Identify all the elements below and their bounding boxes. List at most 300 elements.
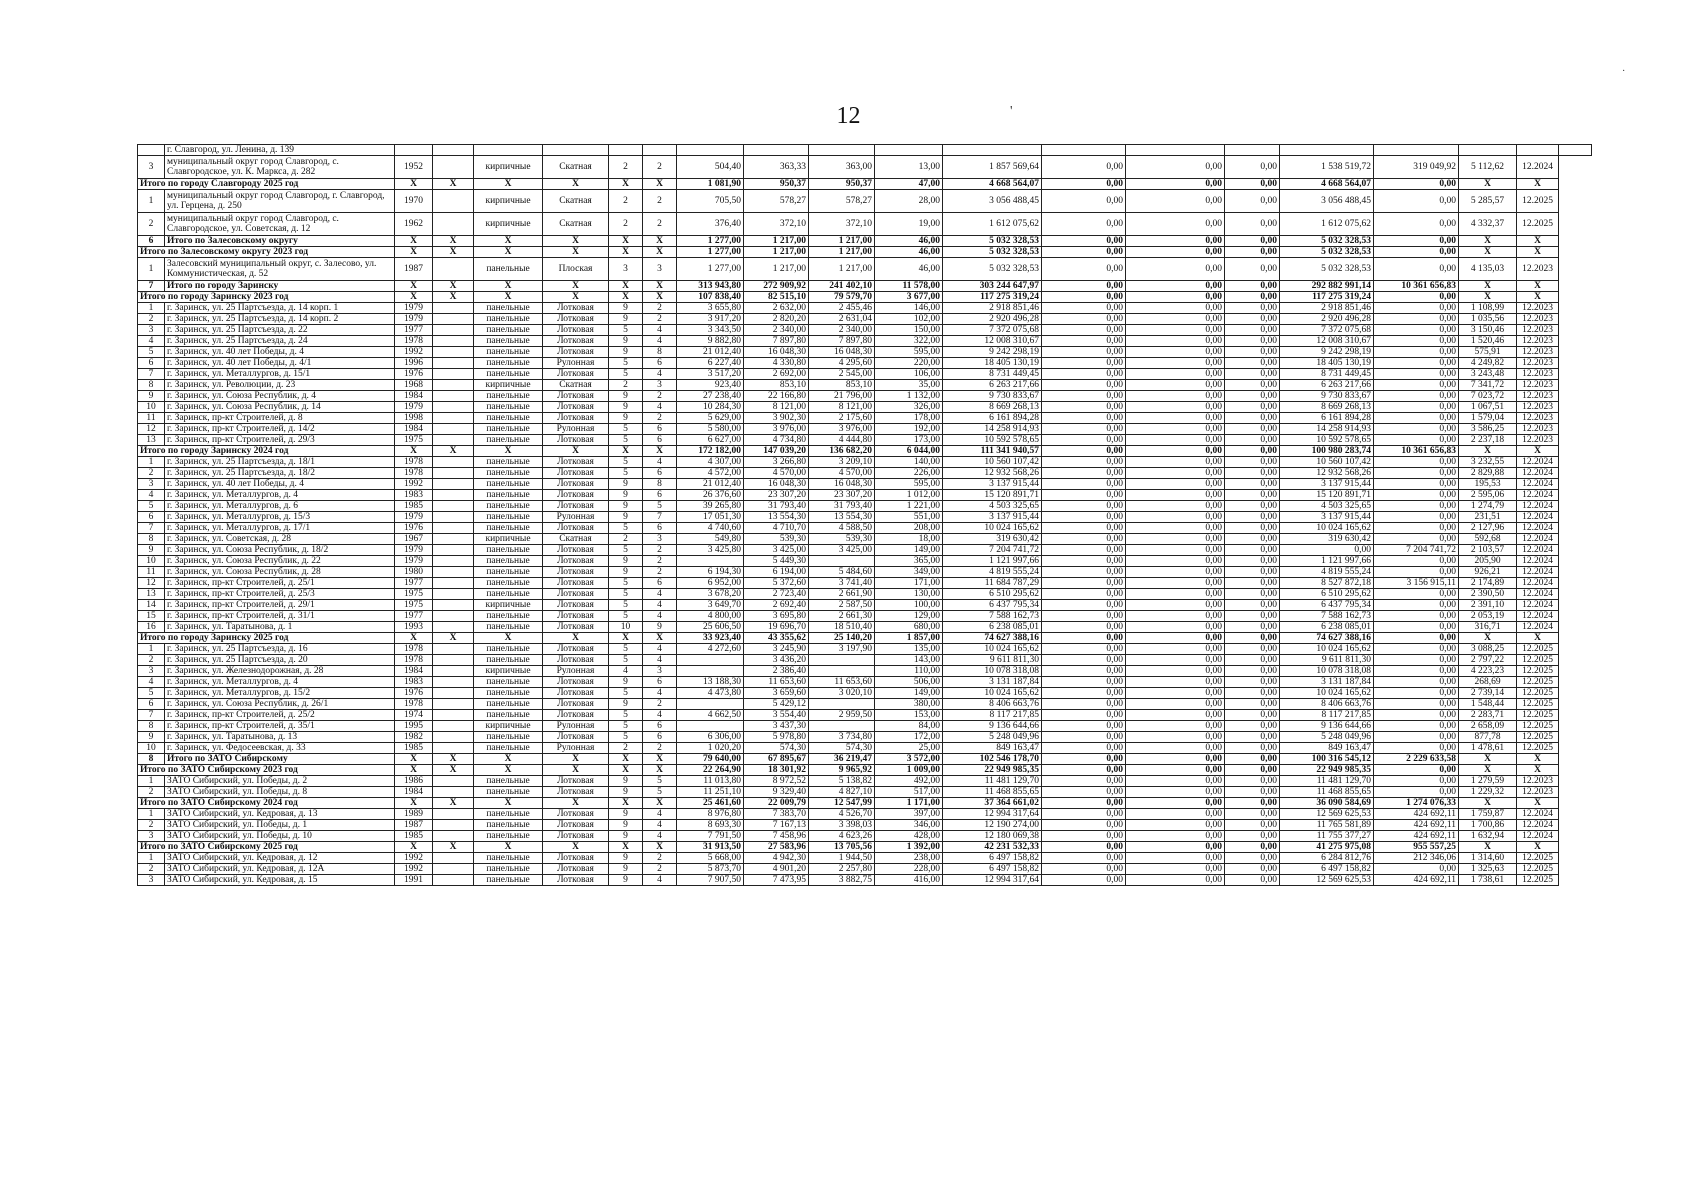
table-cell: 3	[138, 666, 165, 677]
table-cell: X	[395, 179, 433, 190]
table-cell: г. Заринск, ул. Союза Республик, д. 22	[165, 556, 395, 567]
table-cell: Лотковая	[543, 809, 609, 820]
table-cell: панельные	[474, 589, 543, 600]
table-cell: 241 402,10	[809, 281, 875, 292]
table-cell: X	[609, 179, 643, 190]
table-cell: 0,00	[1225, 765, 1280, 776]
table-cell	[943, 145, 1042, 156]
table-cell: Скатная	[543, 156, 609, 179]
table-cell: 7 897,80	[809, 336, 875, 347]
table-cell: 9 136 644,66	[943, 721, 1042, 732]
table-cell: 0,00	[1126, 820, 1225, 831]
table-cell: 171,00	[875, 578, 943, 589]
table-cell: 1 221,00	[875, 501, 943, 512]
table-cell: 1980	[395, 567, 433, 578]
table-cell: 0,00	[1225, 589, 1280, 600]
table-cell: Итого по ЗАТО Сибирскому	[165, 754, 395, 765]
table-cell: 12 008 310,67	[1280, 336, 1374, 347]
table-cell: X	[474, 179, 543, 190]
table-cell: X	[609, 754, 643, 765]
table-cell: X	[609, 281, 643, 292]
table-cell	[433, 380, 474, 391]
table-cell: X	[609, 765, 643, 776]
table-cell: 1952	[395, 156, 433, 179]
table-cell: 12.2025	[1517, 644, 1559, 655]
table-row	[138, 358, 1592, 369]
table-cell: 8 976,80	[677, 809, 744, 820]
table-cell: 4 570,00	[809, 468, 875, 479]
table-cell: 12 547,99	[809, 798, 875, 809]
table-cell: 3 398,03	[809, 820, 875, 831]
table-cell: X	[433, 754, 474, 765]
table-cell: 7 204 741,72	[943, 545, 1042, 556]
table-cell: 0,00	[1042, 776, 1126, 787]
table-cell: 6 952,00	[677, 578, 744, 589]
table-cell: 9	[609, 479, 643, 490]
table-cell: 0,00	[1126, 644, 1225, 655]
table-cell	[875, 145, 943, 156]
table-cell: 2 631,04	[809, 314, 875, 325]
table-cell: 1	[138, 776, 165, 787]
table-cell: 0,00	[1126, 864, 1225, 875]
table-cell: 0,00	[1225, 534, 1280, 545]
table-cell: 1970	[395, 190, 433, 213]
table-cell: 0,00	[1374, 677, 1459, 688]
table-cell	[433, 600, 474, 611]
table-cell: кирпичные	[474, 380, 543, 391]
table-cell: Итого по городу Заринску 2023 год	[138, 292, 395, 303]
table-cell: 0,00	[1374, 479, 1459, 490]
table-cell: Лотковая	[543, 347, 609, 358]
table-cell: 47,00	[875, 179, 943, 190]
table-row	[138, 213, 1592, 236]
table-cell: 0,00	[1042, 380, 1126, 391]
table-cell: Рулонная	[543, 666, 609, 677]
table-cell: 9	[609, 809, 643, 820]
table-cell: 0,00	[1225, 325, 1280, 336]
table-cell: 106,00	[875, 369, 943, 380]
table-cell: X	[543, 236, 609, 247]
table-cell: 3 131 187,84	[1280, 677, 1374, 688]
table-cell: 2 386,40	[744, 666, 809, 677]
table-cell: 1984	[395, 424, 433, 435]
table-cell: 0,00	[1225, 457, 1280, 468]
table-cell: 3 425,00	[744, 545, 809, 556]
table-cell: 5	[609, 578, 643, 589]
table-cell: 9	[609, 336, 643, 347]
table-cell: 0,00	[1126, 303, 1225, 314]
table-row	[138, 258, 1592, 281]
table-cell: 0,00	[1042, 358, 1126, 369]
table-cell: г. Заринск, ул. 25 Партсъезда, д. 18/1	[165, 457, 395, 468]
table-cell: 9	[609, 875, 643, 886]
table-cell: 0,00	[1374, 864, 1459, 875]
table-cell: 0,00	[1225, 644, 1280, 655]
table-cell: 13,00	[875, 156, 943, 179]
table-cell: 8 117 217,85	[1280, 710, 1374, 721]
table-cell	[433, 545, 474, 556]
subtotal-row	[138, 798, 1592, 809]
table-cell: 4	[643, 820, 677, 831]
table-cell: 0,00	[1126, 490, 1225, 501]
table-cell: панельные	[474, 402, 543, 413]
table-cell: 12.2024	[1517, 611, 1559, 622]
table-cell: 13 554,30	[744, 512, 809, 523]
table-cell: 0,00	[1126, 435, 1225, 446]
table-cell: 1 700,86	[1459, 820, 1517, 831]
table-cell: 5 285,57	[1459, 190, 1517, 213]
table-cell: 539,30	[809, 534, 875, 545]
table-cell: X	[643, 179, 677, 190]
table-cell: 322,00	[875, 336, 943, 347]
table-cell: 3 678,20	[677, 589, 744, 600]
table-cell: 12.2024	[1517, 578, 1559, 589]
table-cell: 12.2025	[1517, 732, 1559, 743]
table-cell: 1985	[395, 743, 433, 754]
table-cell: панельные	[474, 413, 543, 424]
table-cell: 1979	[395, 402, 433, 413]
table-cell: 2	[138, 314, 165, 325]
table-cell: X	[474, 842, 543, 853]
table-cell: 11 765 581,89	[1280, 820, 1374, 831]
table-cell: 1 217,00	[809, 247, 875, 258]
table-cell: 12.2025	[1517, 677, 1559, 688]
table-cell: 9	[609, 699, 643, 710]
table-cell: 1 171,00	[875, 798, 943, 809]
table-cell: 0,00	[1126, 721, 1225, 732]
table-cell: 2	[609, 380, 643, 391]
table-cell: 1 277,00	[677, 247, 744, 258]
table-cell: 12.2025	[1517, 875, 1559, 886]
table-row	[138, 457, 1592, 468]
table-cell: 13 554,30	[809, 512, 875, 523]
table-cell: 0,00	[1126, 446, 1225, 457]
table-cell: X	[609, 842, 643, 853]
table-cell: 504,40	[677, 156, 744, 179]
table-cell: 0,00	[1042, 633, 1126, 644]
table-cell: 2	[609, 743, 643, 754]
table-cell: 12.2023	[1517, 413, 1559, 424]
scan-mark: '	[1010, 104, 1013, 119]
table-cell: 4 473,80	[677, 688, 744, 699]
table-cell: г. Заринск, ул. Таратынова, д. 1	[165, 622, 395, 633]
table-cell: 1 274,79	[1459, 501, 1517, 512]
table-cell: 22 949 985,35	[943, 765, 1042, 776]
table-cell: 849 163,47	[943, 743, 1042, 754]
table-cell: 0,00	[1225, 776, 1280, 787]
table-cell: 16 048,30	[744, 479, 809, 490]
table-cell: ЗАТО Сибирский, ул. Победы, д. 8	[165, 787, 395, 798]
table-cell: панельные	[474, 699, 543, 710]
table-cell: 41 275 975,08	[1280, 842, 1374, 853]
table-cell: г. Заринск, ул. Союза Республик, д. 28	[165, 567, 395, 578]
table-cell: 0,00	[1225, 754, 1280, 765]
table-cell	[433, 512, 474, 523]
table-cell: 0,00	[1126, 622, 1225, 633]
table-cell: 46,00	[875, 247, 943, 258]
table-cell: 6	[643, 435, 677, 446]
table-cell: 0,00	[1042, 247, 1126, 258]
table-cell: X	[395, 633, 433, 644]
table-cell: 0,00	[1042, 213, 1126, 236]
table-cell: 22 264,90	[677, 765, 744, 776]
table-cell: 12.2023	[1517, 314, 1559, 325]
table-cell: X	[395, 236, 433, 247]
table-cell: 3 586,25	[1459, 424, 1517, 435]
table-cell: 0,00	[1126, 347, 1225, 358]
table-cell: 11 653,60	[809, 677, 875, 688]
table-cell: 0,00	[1374, 347, 1459, 358]
table-cell: 12.2023	[1517, 424, 1559, 435]
table-cell: 0,00	[1374, 732, 1459, 743]
table-cell: 0,00	[1042, 578, 1126, 589]
table-cell: 574,30	[809, 743, 875, 754]
table-cell: панельные	[474, 258, 543, 281]
table-cell: панельные	[474, 875, 543, 886]
table-cell: 0,00	[1374, 688, 1459, 699]
table-cell: 4 249,82	[1459, 358, 1517, 369]
table-cell	[433, 820, 474, 831]
table-cell: 2	[609, 156, 643, 179]
table-cell: 2 174,89	[1459, 578, 1517, 589]
table-cell: г. Заринск, ул. Таратынова, д. 13	[165, 732, 395, 743]
table-cell	[433, 787, 474, 798]
table-cell: X	[474, 765, 543, 776]
table-cell: 0,00	[1225, 435, 1280, 446]
table-cell: 12.2023	[1517, 258, 1559, 281]
table-row	[138, 655, 1592, 666]
table-cell: X	[433, 798, 474, 809]
table-cell: г. Заринск, ул. Союза Республик, д. 4	[165, 391, 395, 402]
table-cell: Лотковая	[543, 402, 609, 413]
table-row	[138, 402, 1592, 413]
table-row	[138, 512, 1592, 523]
table-cell: Рулонная	[543, 743, 609, 754]
table-cell: панельные	[474, 655, 543, 666]
table-cell: 1978	[395, 457, 433, 468]
table-cell: 0,00	[1225, 179, 1280, 190]
table-cell: 4 135,03	[1459, 258, 1517, 281]
table-cell: 1 579,04	[1459, 413, 1517, 424]
table-cell: 0,00	[1374, 468, 1459, 479]
table-cell: 0,00	[1374, 190, 1459, 213]
table-cell: 1	[138, 853, 165, 864]
table-cell: 9 329,40	[744, 787, 809, 798]
table-cell	[677, 666, 744, 677]
table-cell: 0,00	[1374, 402, 1459, 413]
table-cell: 12.2024	[1517, 156, 1559, 179]
table-cell: 1 478,61	[1459, 743, 1517, 754]
table-cell: 5 032 328,53	[1280, 258, 1374, 281]
table-cell: 1 217,00	[744, 236, 809, 247]
table-cell: 8 527 872,18	[1280, 578, 1374, 589]
table-cell: 6 497 158,82	[943, 853, 1042, 864]
table-cell: 10 361 656,83	[1374, 446, 1459, 457]
table-cell: 16	[138, 622, 165, 633]
table-cell: 4	[643, 589, 677, 600]
table-cell: 12.2024	[1517, 523, 1559, 534]
table-cell: 0,00	[1374, 567, 1459, 578]
table-cell: X	[643, 281, 677, 292]
table-cell: 36 219,47	[809, 754, 875, 765]
table-cell: ЗАТО Сибирский, ул. Кедровая, д. 12А	[165, 864, 395, 875]
table-cell: 0,00	[1374, 655, 1459, 666]
table-cell: 3 131 187,84	[943, 677, 1042, 688]
table-cell: г. Заринск, ул. 25 Партсъезда, д. 24	[165, 336, 395, 347]
table-cell: 1984	[395, 391, 433, 402]
table-cell: 22 166,80	[744, 391, 809, 402]
table-cell: 8 669 268,13	[943, 402, 1042, 413]
table-cell	[433, 413, 474, 424]
table-cell: 22 009,79	[744, 798, 809, 809]
table-cell: 11 653,60	[744, 677, 809, 688]
table-cell: X	[474, 292, 543, 303]
table-cell: 1	[138, 809, 165, 820]
table-cell: 0,00	[1042, 292, 1126, 303]
table-cell: 397,00	[875, 809, 943, 820]
table-cell: 18 405 130,19	[943, 358, 1042, 369]
table-cell: 12.2023	[1517, 391, 1559, 402]
table-cell: 6 437 795,34	[943, 600, 1042, 611]
table-cell: X	[474, 633, 543, 644]
table-cell: 0,00	[1225, 545, 1280, 556]
subtotal-row	[138, 247, 1592, 258]
table-cell: 365,00	[875, 556, 943, 567]
table-cell: 0,00	[1126, 776, 1225, 787]
table-row	[138, 347, 1592, 358]
table-cell: X	[433, 765, 474, 776]
table-cell: Итого по ЗАТО Сибирскому 2023 год	[138, 765, 395, 776]
table-cell: 0,00	[1126, 611, 1225, 622]
table-cell: X	[1517, 798, 1559, 809]
table-cell: 0,00	[1225, 820, 1280, 831]
table-cell	[433, 875, 474, 886]
table-cell: X	[1459, 633, 1517, 644]
table-cell: 1 217,00	[809, 236, 875, 247]
table-cell: панельные	[474, 622, 543, 633]
table-cell: 2	[138, 655, 165, 666]
table-row	[138, 688, 1592, 699]
table-cell: 6	[643, 732, 677, 743]
table-cell: 1 035,56	[1459, 314, 1517, 325]
table-cell: 2	[138, 213, 165, 236]
table-cell: 923,40	[677, 380, 744, 391]
table-cell	[809, 655, 875, 666]
table-row	[138, 710, 1592, 721]
table-cell: 705,50	[677, 190, 744, 213]
table-cell: г. Заринск, ул. 25 Партсъезда, д. 16	[165, 644, 395, 655]
table-cell: 1 548,44	[1459, 699, 1517, 710]
table-cell: Лотковая	[543, 314, 609, 325]
table-cell: Скатная	[543, 380, 609, 391]
table-cell: г. Заринск, пр-кт Строителей, д. 31/1	[165, 611, 395, 622]
subtotal-row	[138, 765, 1592, 776]
table-cell: 0,00	[1042, 156, 1126, 179]
table-cell: 9 611 811,30	[943, 655, 1042, 666]
table-cell: 2 658,09	[1459, 721, 1517, 732]
table-cell: 11 578,00	[875, 281, 943, 292]
table-cell: 107 838,40	[677, 292, 744, 303]
table-cell: 0,00	[1225, 380, 1280, 391]
table-cell: X	[543, 633, 609, 644]
table-cell: 10 592 578,65	[943, 435, 1042, 446]
table-cell: 6 263 217,66	[1280, 380, 1374, 391]
table-cell: 16 048,30	[809, 347, 875, 358]
table-cell	[433, 534, 474, 545]
table-cell: 0,00	[1374, 589, 1459, 600]
table-cell: 4 570,00	[744, 468, 809, 479]
table-cell: 0,00	[1225, 556, 1280, 567]
table-cell: 21 796,00	[809, 391, 875, 402]
table-cell: 4	[643, 457, 677, 468]
table-cell: X	[609, 446, 643, 457]
table-cell: панельные	[474, 776, 543, 787]
table-cell: 12.2024	[1517, 600, 1559, 611]
table-cell: Плоская	[543, 258, 609, 281]
table-cell: 3 554,40	[744, 710, 809, 721]
table-cell: 12.2023	[1517, 776, 1559, 787]
table-row	[138, 875, 1592, 886]
table-cell: 4	[643, 402, 677, 413]
table-cell: 4	[643, 875, 677, 886]
table-cell: панельные	[474, 303, 543, 314]
table-cell: 0,00	[1042, 809, 1126, 820]
table-cell: ЗАТО Сибирский, ул. Кедровая, д. 15	[165, 875, 395, 886]
table-cell: Лотковая	[543, 732, 609, 743]
table-cell: X	[474, 281, 543, 292]
table-cell: г. Заринск, ул. Союза Республик, д. 14	[165, 402, 395, 413]
table-cell: 149,00	[875, 688, 943, 699]
table-cell: 5 032 328,53	[943, 258, 1042, 281]
table-cell: X	[543, 281, 609, 292]
table-cell: 0,00	[1126, 281, 1225, 292]
table-cell: 5 873,70	[677, 864, 744, 875]
table-cell: 4 572,00	[677, 468, 744, 479]
table-cell: 4	[643, 710, 677, 721]
table-cell: X	[1459, 754, 1517, 765]
table-cell	[433, 556, 474, 567]
table-cell: 0,00	[1126, 292, 1225, 303]
table-cell: 12	[138, 578, 165, 589]
table-row	[138, 644, 1592, 655]
table-cell: X	[433, 179, 474, 190]
table-row	[138, 864, 1592, 875]
table-cell	[433, 336, 474, 347]
table-cell: г. Заринск, ул. Металлургов, д. 4	[165, 490, 395, 501]
table-cell: 0,00	[1126, 732, 1225, 743]
table-cell: X	[643, 633, 677, 644]
table-cell: 0,00	[1042, 688, 1126, 699]
table-cell: 3 649,70	[677, 600, 744, 611]
table-cell: 0,00	[1225, 699, 1280, 710]
table-cell: 0,00	[1126, 798, 1225, 809]
table-cell: 0,00	[1042, 369, 1126, 380]
table-cell: 319 049,92	[1374, 156, 1459, 179]
table-cell: 1978	[395, 468, 433, 479]
table-cell: Лотковая	[543, 303, 609, 314]
subtotal-row	[138, 281, 1592, 292]
table-cell: 9 882,80	[677, 336, 744, 347]
table-cell: 46,00	[875, 236, 943, 247]
table-cell: 5	[643, 776, 677, 787]
table-cell: 1986	[395, 776, 433, 787]
table-cell: X	[1459, 292, 1517, 303]
table-cell: 3 425,00	[809, 545, 875, 556]
table-cell: Лотковая	[543, 391, 609, 402]
table-cell	[744, 145, 809, 156]
table-cell	[433, 314, 474, 325]
table-cell: 1977	[395, 578, 433, 589]
